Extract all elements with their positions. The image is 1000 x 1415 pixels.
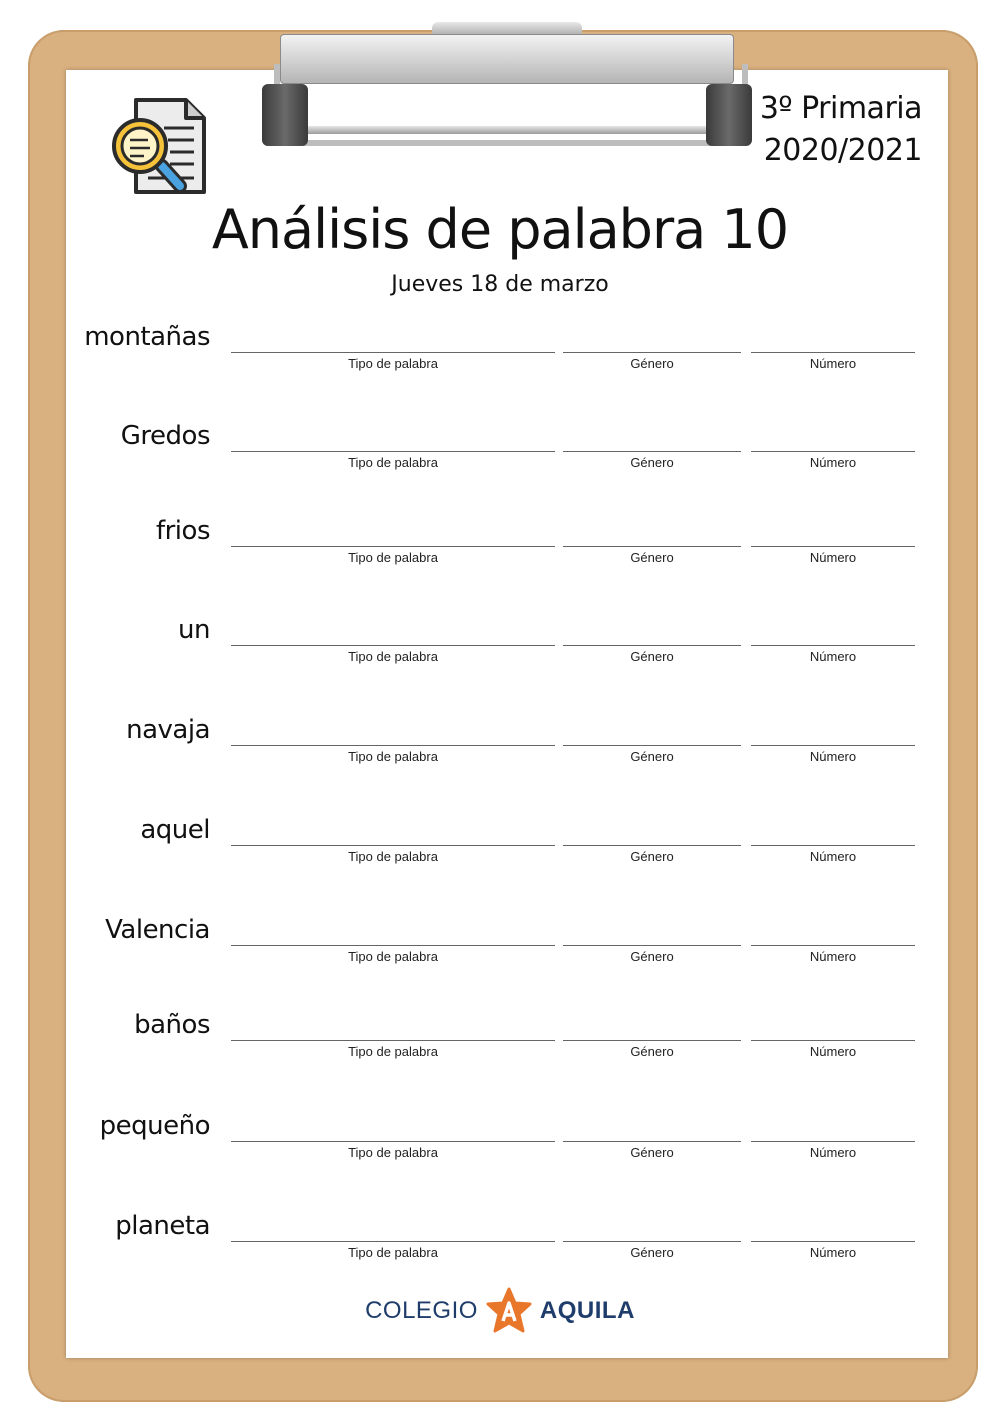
genero-answer-line[interactable] xyxy=(563,352,741,353)
tipo-caption: Tipo de palabra xyxy=(348,550,438,565)
clipboard-clip xyxy=(262,22,752,152)
genero-caption: Género xyxy=(630,1044,674,1059)
logo-text-colegio: COLEGIO xyxy=(365,1297,478,1324)
grade-info xyxy=(760,88,922,172)
genero-caption: Género xyxy=(630,749,674,764)
tipo-answer-line[interactable] xyxy=(231,645,555,646)
word-label: montañas xyxy=(84,322,210,352)
word-row xyxy=(0,615,1000,675)
word-row xyxy=(0,915,1000,975)
numero-caption: Número xyxy=(809,849,857,864)
numero-answer-line[interactable] xyxy=(751,1241,915,1242)
word-label: baños xyxy=(134,1010,210,1040)
logo-text-aquila: AQUILA xyxy=(539,1297,635,1324)
numero-answer-line[interactable] xyxy=(751,645,915,646)
clip-handle-left xyxy=(262,84,308,146)
genero-answer-line[interactable] xyxy=(563,645,741,646)
numero-caption: Número xyxy=(809,356,857,371)
word-label: Valencia xyxy=(105,915,210,945)
numero-caption: Número xyxy=(809,1145,857,1160)
word-label: aquel xyxy=(140,815,210,845)
numero-caption: Número xyxy=(809,455,857,470)
numero-answer-line[interactable] xyxy=(751,845,915,846)
document-magnifier-icon xyxy=(108,96,208,198)
word-label: un xyxy=(178,615,210,645)
word-row xyxy=(0,322,1000,382)
numero-caption: Número xyxy=(809,949,857,964)
word-row xyxy=(0,1010,1000,1070)
numero-caption: Número xyxy=(809,749,857,764)
genero-caption: Género xyxy=(630,550,674,565)
numero-caption: Número xyxy=(809,550,857,565)
genero-caption: Género xyxy=(630,356,674,371)
numero-caption: Número xyxy=(809,649,857,664)
genero-caption: Género xyxy=(630,455,674,470)
numero-answer-line[interactable] xyxy=(751,1141,915,1142)
numero-answer-line[interactable] xyxy=(751,451,915,452)
word-row xyxy=(0,715,1000,775)
genero-answer-line[interactable] xyxy=(563,546,741,547)
numero-caption: Número xyxy=(809,1044,857,1059)
numero-answer-line[interactable] xyxy=(751,1040,915,1041)
tipo-caption: Tipo de palabra xyxy=(348,356,438,371)
genero-answer-line[interactable] xyxy=(563,845,741,846)
genero-answer-line[interactable] xyxy=(563,451,741,452)
genero-answer-line[interactable] xyxy=(563,945,741,946)
numero-answer-line[interactable] xyxy=(751,352,915,353)
word-label: frios xyxy=(155,516,210,546)
school-logo xyxy=(0,1286,1000,1336)
word-row xyxy=(0,815,1000,875)
genero-caption: Género xyxy=(630,649,674,664)
grade-level: 3º Primaria xyxy=(759,91,922,126)
genero-caption: Género xyxy=(630,949,674,964)
genero-caption: Género xyxy=(630,1245,674,1260)
genero-answer-line[interactable] xyxy=(563,745,741,746)
numero-answer-line[interactable] xyxy=(751,546,915,547)
tipo-answer-line[interactable] xyxy=(231,1040,555,1041)
word-label: planeta xyxy=(115,1211,210,1241)
page-title: Análisis de palabra 10 xyxy=(211,198,789,261)
genero-answer-line[interactable] xyxy=(563,1141,741,1142)
tipo-answer-line[interactable] xyxy=(231,745,555,746)
clip-bar xyxy=(292,126,722,134)
genero-caption: Género xyxy=(630,1145,674,1160)
tipo-caption: Tipo de palabra xyxy=(348,1044,438,1059)
numero-answer-line[interactable] xyxy=(751,745,915,746)
genero-caption: Género xyxy=(630,849,674,864)
star-a-logo-icon xyxy=(486,1287,532,1335)
word-row xyxy=(0,421,1000,481)
tipo-caption: Tipo de palabra xyxy=(348,849,438,864)
tipo-caption: Tipo de palabra xyxy=(348,749,438,764)
word-row xyxy=(0,516,1000,576)
tipo-answer-line[interactable] xyxy=(231,845,555,846)
word-label: pequeño xyxy=(99,1111,210,1141)
numero-answer-line[interactable] xyxy=(751,945,915,946)
tipo-answer-line[interactable] xyxy=(231,546,555,547)
numero-caption: Número xyxy=(809,1245,857,1260)
page-date: Jueves 18 de marzo xyxy=(391,272,609,297)
clip-handle-right xyxy=(706,84,752,146)
genero-answer-line[interactable] xyxy=(563,1040,741,1041)
word-row xyxy=(0,1111,1000,1171)
tipo-caption: Tipo de palabra xyxy=(348,1245,438,1260)
tipo-answer-line[interactable] xyxy=(231,1141,555,1142)
tipo-caption: Tipo de palabra xyxy=(348,649,438,664)
tipo-answer-line[interactable] xyxy=(231,945,555,946)
tipo-answer-line[interactable] xyxy=(231,1241,555,1242)
word-label: Gredos xyxy=(120,421,210,451)
tipo-answer-line[interactable] xyxy=(231,451,555,452)
genero-answer-line[interactable] xyxy=(563,1241,741,1242)
school-year: 2020/2021 xyxy=(763,133,922,168)
tipo-caption: Tipo de palabra xyxy=(348,455,438,470)
word-label: navaja xyxy=(126,715,210,745)
tipo-caption: Tipo de palabra xyxy=(348,1145,438,1160)
tipo-answer-line[interactable] xyxy=(231,352,555,353)
tipo-caption: Tipo de palabra xyxy=(348,949,438,964)
word-row xyxy=(0,1211,1000,1271)
clip-plate xyxy=(280,34,734,84)
